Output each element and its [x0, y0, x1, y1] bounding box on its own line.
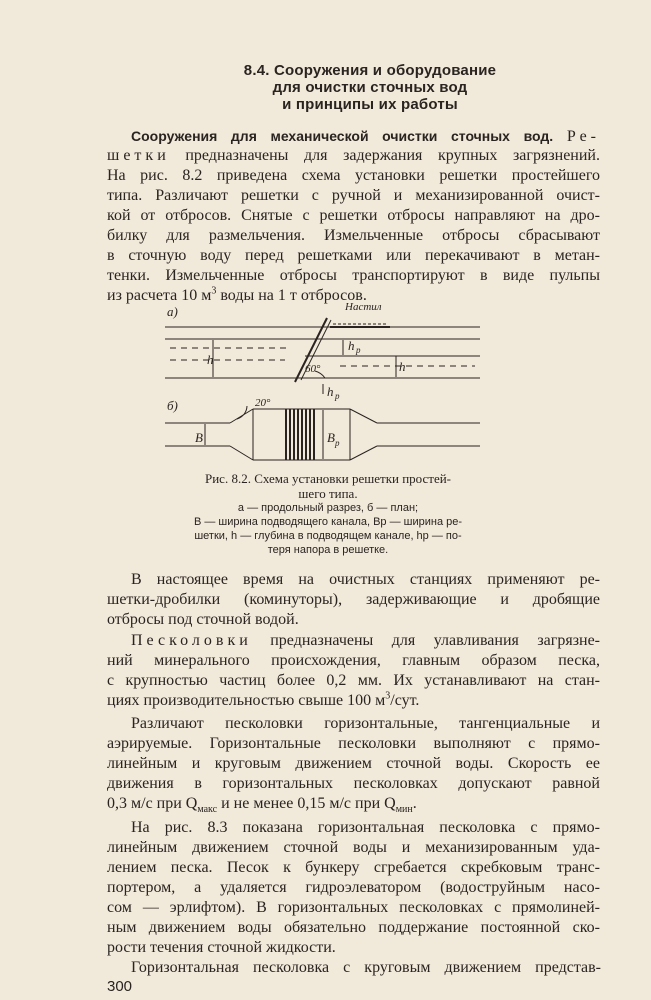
- text-run: предназначены для улавливания загрязне-: [270, 632, 600, 649]
- text-line: [131, 631, 600, 651]
- heading-line: для очистки сточных вод: [272, 79, 468, 96]
- text-line: отбросы под сточной водой.: [107, 611, 299, 628]
- text-line: Различают песколовки горизонтальные, тангенциальные и: [131, 715, 600, 732]
- text-line: ний минерального происхождения, главным образом песка,: [107, 652, 600, 669]
- figure-8-2-diagram: [155, 296, 490, 476]
- label-hp-bottom: h: [327, 384, 334, 399]
- angle-arc-20: [237, 406, 247, 419]
- label-hp-top-sub: р: [356, 345, 361, 355]
- heading-line: 8.4. Сооружения и оборудование: [243, 62, 497, 79]
- text-line: линейным движением сточной воды и механизированным уда-: [107, 839, 600, 856]
- text-line: рости течения сточной жидкости.: [107, 939, 336, 956]
- text-line: аэрируемые. Горизонтальные песколовки выполняют с прямо-: [107, 735, 600, 752]
- text-line: портером, а удаляется гидроэлеватором (водоструйным насо-: [107, 879, 600, 896]
- term-peskolovki: Песколовки: [131, 632, 252, 649]
- label-B: B: [195, 430, 203, 445]
- text-line: [107, 794, 600, 814]
- label-20-deg: 20°: [255, 397, 271, 409]
- text-line: [107, 146, 600, 166]
- text-line: [107, 691, 600, 711]
- figure-caption-line: B — ширина подводящего канала, Bр — ширина ре-: [193, 516, 463, 528]
- text-run: циях производительностью свыше 100 м: [107, 692, 386, 709]
- text-run: и не менее 0,15 м/с при Q: [217, 795, 396, 812]
- text-run: воды на 1 т отбросов.: [216, 287, 367, 304]
- section-heading: [150, 62, 590, 113]
- text-line: На рис. 8.2 приведена схема установки решетки простейшего: [107, 167, 600, 184]
- figure-caption-line: Рис. 8.2. Схема установки решетки простей-: [204, 471, 452, 486]
- text-line: кой от отбросов. Снятые с решетки отбросы направляют на дро-: [107, 207, 600, 224]
- text-run: .: [412, 795, 417, 812]
- text-run: /сут.: [390, 692, 420, 709]
- superscript: 3: [211, 285, 217, 297]
- superscript: 3: [385, 690, 391, 702]
- subscript: макс: [197, 804, 218, 816]
- text-run: предназначены для задержания крупных загрязнений.: [185, 147, 600, 164]
- text-line: в сточную воду перед решетками или перекачивают в метан-: [107, 247, 600, 264]
- text-line: ным движением воды обязательно поддержание постоянной ско-: [107, 919, 600, 936]
- text-run: 0,3 м/с при Q: [107, 795, 198, 812]
- text-line: линейным и круговым движением сточной воды. Скорость ее: [107, 755, 600, 772]
- widening-edge: [230, 409, 253, 423]
- text-line: с крупностью частиц более 0,2 мм. Их устанавливают на стан-: [107, 672, 600, 689]
- text-line: В настоящее время на очистных станциях применяют ре-: [131, 571, 600, 588]
- label-h-up: h: [207, 352, 214, 367]
- label-b: б): [167, 398, 178, 413]
- label-60-deg: 60°: [305, 363, 321, 375]
- subscript: мин: [395, 804, 413, 816]
- label-hp-top: h: [348, 338, 355, 353]
- label-nastil: Настил: [345, 301, 382, 313]
- label-Bp: B: [327, 430, 335, 445]
- text-line: шетки-дробилки (коминуторы), задерживающие и дробящие: [107, 591, 600, 608]
- figure-caption-line: шего типа.: [298, 486, 358, 501]
- text-line: движения в горизонтальных песколовках допускают равной: [107, 775, 600, 792]
- page-number: 300: [107, 978, 133, 995]
- narrowing-edge: [350, 409, 377, 423]
- text-line: тенки. Измельченные отбросы транспортируют в виде пульпы: [107, 267, 600, 284]
- term-reshetki-cont: шетки: [107, 147, 170, 164]
- figure-caption-line: теря напора в решетке.: [267, 544, 389, 556]
- label-hp-bottom-sub: р: [335, 391, 340, 401]
- label-h-down: h: [399, 359, 406, 374]
- text-line: лением песка. Песок к бункеру сгребается скребковым транс-: [107, 859, 600, 876]
- text-line: Горизонтальная песколовка с круговым движением представ-: [131, 959, 601, 976]
- grate-plan: [285, 409, 315, 460]
- figure-caption-line: а — продольный разрез, б — план;: [237, 502, 419, 514]
- widening-edge: [230, 446, 253, 460]
- paragraph-run-in-title: Сооружения для механической очистки сточных вод.: [131, 128, 554, 144]
- text-line: [131, 126, 600, 146]
- text-line: На рис. 8.3 показана горизонтальная песколовка с прямо-: [131, 819, 600, 836]
- text-run: из расчета 10 м: [107, 287, 212, 304]
- narrowing-edge: [350, 446, 377, 460]
- text-line: билку для размельчения. Измельченные отбросы сбрасывают: [107, 227, 600, 244]
- heading-line: и принципы их работы: [282, 96, 458, 113]
- label-a: а): [167, 304, 178, 319]
- term-reshetki: Ре-: [566, 128, 601, 145]
- figure-caption-line: шетки, h — глубина в подводящем канале, hр — по-: [194, 530, 462, 542]
- text-line: сом — эрлифтом). В горизонтальных песколовках с прямолиней-: [107, 899, 600, 916]
- label-Bp-sub: р: [335, 438, 340, 448]
- text-line: типа. Различают решетки с ручной и механизированной очист-: [107, 187, 600, 204]
